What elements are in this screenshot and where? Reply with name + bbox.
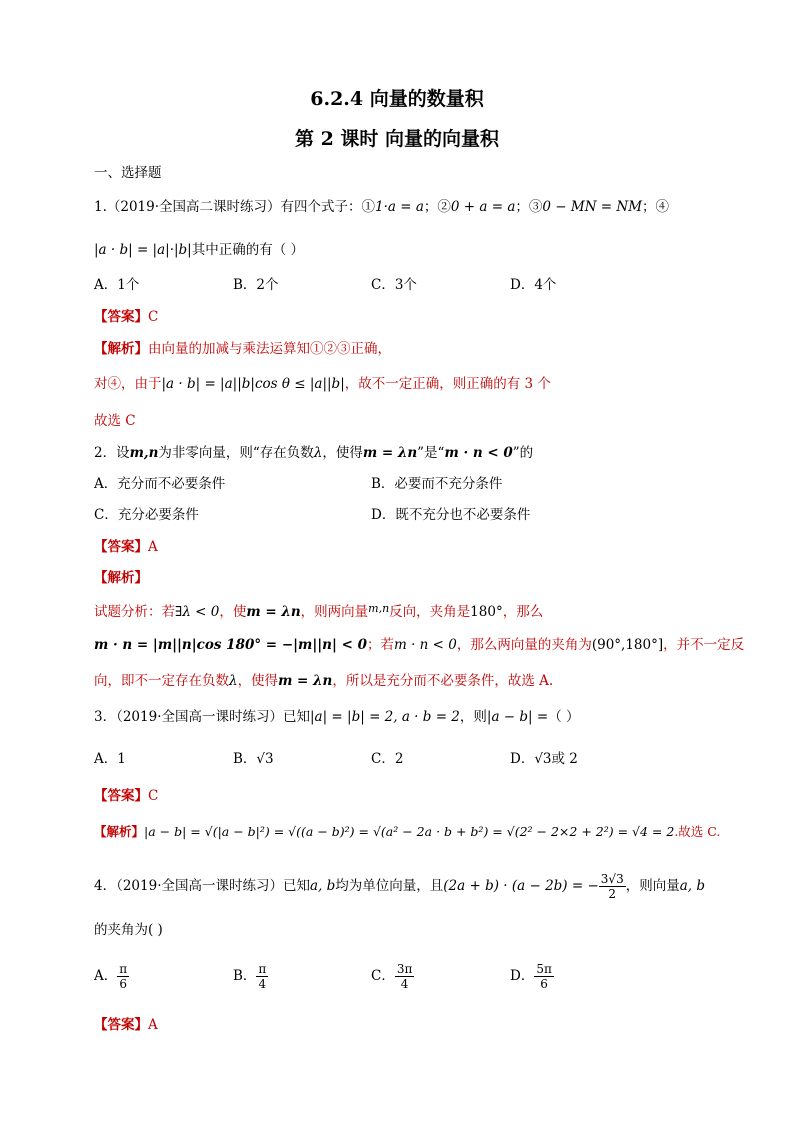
q4-option-d-den: 6 [540, 977, 548, 991]
q2-analysis-1d: 反向，夹角是 [389, 604, 471, 620]
q1-analysis-2expr: |a · b| = |a||b|cos θ ≤ |a||b| [161, 376, 345, 392]
q2-option-a: A．充分而不必要条件 [94, 476, 226, 492]
q4-option-b-frac [256, 962, 268, 991]
q1-stem [94, 197, 669, 217]
q1-stem-cont [94, 240, 304, 260]
q4-ab: a, b [310, 878, 336, 894]
q2-eq1: m = λn [362, 445, 418, 461]
q1-expr1: 1·a = a [375, 199, 424, 215]
q3-option-d: D．√3或 2 [510, 751, 578, 767]
q2-analysis-1c: ，则两向量 [300, 604, 369, 620]
q3-stem [94, 707, 580, 727]
q2-analysis-3eq: m = λn [278, 673, 333, 689]
q4-option-b-num: π [258, 962, 267, 976]
q2-analysis-3lambda: λ [229, 673, 238, 689]
page-subtitle: 第 2 课时 向量的向量积 [294, 128, 500, 150]
q4-option-d-frac [534, 962, 554, 991]
q4-stem-a: 4．（2019·全国高一课时练习）已知 [94, 878, 310, 894]
q2-answer-label: 【答案】 [94, 539, 148, 555]
q2-analysis-3c: ，所以是充分而不必要条件，故选 A. [332, 673, 554, 689]
q1-analysis-2a: 对④，由于 [94, 376, 162, 392]
q3-option-b: B．√3 [233, 751, 274, 767]
q2-analysis-line2 [94, 635, 744, 655]
q2-option-d: D．既不充分也不必要条件 [371, 507, 531, 523]
q2-analysis-2a: ；若 [366, 637, 394, 653]
q3-answer [94, 786, 158, 806]
q4-stem-b: 均为单位向量，且 [335, 878, 444, 894]
q4-cond-fraction [599, 872, 626, 901]
q4-option-d [510, 962, 554, 991]
q2-analysis-2b: ，那么两向量的夹角为 [456, 637, 592, 653]
q2-stem-b: 为非零向量，则“存在负数 [158, 445, 314, 461]
q2-analysis-1deg: 180° [470, 604, 503, 620]
q4-stem-cont: 的夹角为( ) [94, 922, 163, 938]
q1-sep3: ；④ [642, 199, 670, 215]
q4-answer-label: 【答案】 [94, 1017, 148, 1033]
q2-stem-e: ”的 [512, 445, 534, 461]
q3-stem-c: （ ） [548, 709, 580, 725]
q2-analysis-1mn: m,n [368, 602, 390, 615]
q3-cond: |a| = |b| = 2, a · b = 2 [310, 709, 460, 725]
q4-ab2: a, b [679, 878, 705, 894]
q4-option-d-num: 5π [536, 962, 552, 976]
q1-answer-value: C [148, 309, 159, 325]
q4-option-c [371, 962, 414, 991]
q4-answer [94, 1015, 158, 1035]
q1-answer-label: 【答案】 [94, 309, 148, 325]
q2-analysis-line3 [94, 671, 553, 691]
q4-option-a-label: A． [94, 968, 118, 984]
page-title: 6.2.4 向量的数量积 [310, 88, 484, 110]
q4-cond-num: 3√3 [600, 872, 624, 886]
q2-analysis-label: 【解析】 [94, 570, 148, 586]
q2-answer [94, 537, 158, 557]
q3-target: |a − b| = [486, 709, 549, 725]
q1-stem-text: 1.（2019·全国高二课时练习）有四个式子：① [94, 199, 376, 215]
q2-mn: m,n [129, 445, 159, 461]
q2-answer-value: A [148, 539, 158, 555]
q3-analysis [94, 822, 720, 842]
q2-analysis-3a: 向，即不一定存在负数 [94, 673, 229, 689]
q1-analysis-label: 【解析】 [94, 341, 148, 357]
q4-option-a-frac [117, 962, 129, 991]
q2-analysis-2interval: (90°,180°] [591, 637, 664, 653]
q2-analysis-2c: ，并不一定反 [663, 637, 745, 653]
q2-analysis-1b: ，使 [219, 604, 247, 620]
q1-option-b: B．2个 [233, 277, 279, 293]
q3-answer-value: C [148, 788, 159, 804]
q1-expr2: 0 + a = a [450, 199, 516, 215]
q1-sep2: ；③ [515, 199, 543, 215]
q4-option-b-label: B． [233, 968, 257, 984]
q2-stem [94, 443, 533, 463]
q1-analysis-2b: ，故不一定正确，则正确的有 3 个 [344, 376, 551, 392]
q1-analysis-line3: 故选 C [94, 413, 136, 429]
q4-option-c-label: C． [371, 968, 395, 984]
q2-stem-a: 2．设 [94, 445, 130, 461]
q4-answer-value: A [148, 1017, 158, 1033]
q2-eq2: m · n < 0 [444, 445, 513, 461]
q4-option-c-num: 3π [396, 962, 413, 976]
q4-stem [94, 872, 705, 901]
q4-option-d-label: D． [510, 968, 535, 984]
q4-cond: (2a + b) · (a − 2b) = − [443, 878, 599, 894]
q1-analysis-line1 [94, 339, 391, 359]
q2-stem-c: ，使得 [322, 445, 363, 461]
q2-option-b: B．必要而不充分条件 [371, 476, 503, 492]
q2-analysis-line1 [94, 599, 543, 622]
q3-answer-label: 【答案】 [94, 788, 148, 804]
q3-analysis-label: 【解析】 [94, 824, 145, 839]
q1-expr3: 0 − MN = NM [542, 199, 643, 215]
q2-option-c: C．充分必要条件 [94, 507, 199, 523]
q3-analysis-end: .故选 C. [674, 824, 721, 839]
q4-option-c-den: 4 [400, 977, 409, 991]
q2-analysis-1eq: m = λn [246, 604, 301, 620]
q1-analysis-text1: 由向量的加减与乘法运算知①②③正确， [148, 341, 391, 357]
q1-analysis-line2 [94, 374, 551, 394]
q1-option-d: D．4个 [510, 277, 557, 293]
q2-analysis-2expr: m · n = |m||n|cos 180° = −|m||n| < 0 [94, 637, 367, 653]
q4-cond-den: 2 [608, 887, 617, 901]
q1-sep1: ；② [423, 199, 451, 215]
q3-stem-a: 3．（2019·全国高一课时练习）已知 [94, 709, 310, 725]
q2-analysis-2expr2: m · n < 0 [393, 637, 457, 653]
q4-option-a [94, 962, 129, 991]
q3-analysis-expr: |a − b| = √(|a − b|²) = √((a − b)²) = √(a² − 2a · b + b²) = √(2² − 2×2 + 2²) = √4 = 2 [144, 824, 675, 839]
q1-answer [94, 307, 158, 327]
q1-option-c: C．3个 [371, 277, 417, 293]
q1-expr4: |a · b| = |a|·|b| [94, 242, 192, 258]
q4-option-a-num: π [119, 962, 128, 976]
q4-option-b-den: 4 [258, 977, 267, 991]
q1-stem-b: 其中正确的有（ ） [191, 242, 305, 258]
section-heading: 一、选择题 [94, 165, 162, 181]
q2-stem-d: ”是“ [417, 445, 445, 461]
q4-stem-c: ，则向量 [625, 878, 680, 894]
q3-option-c: C．2 [371, 751, 404, 767]
q1-option-a: A．1个 [94, 277, 140, 293]
q2-analysis-1expr: ∃λ < 0 [175, 604, 220, 620]
q2-analysis-1e: ，那么 [502, 604, 544, 620]
q2-analysis-1a: 试题分析：若 [94, 604, 175, 620]
q3-option-a: A．1 [94, 751, 126, 767]
q2-lambda: λ [313, 445, 323, 461]
q2-analysis-3b: ，使得 [237, 673, 279, 689]
q4-option-b [233, 962, 268, 991]
q3-stem-b: ，则 [459, 709, 487, 725]
q4-option-a-den: 6 [119, 977, 128, 991]
q4-option-c-frac [395, 962, 415, 991]
